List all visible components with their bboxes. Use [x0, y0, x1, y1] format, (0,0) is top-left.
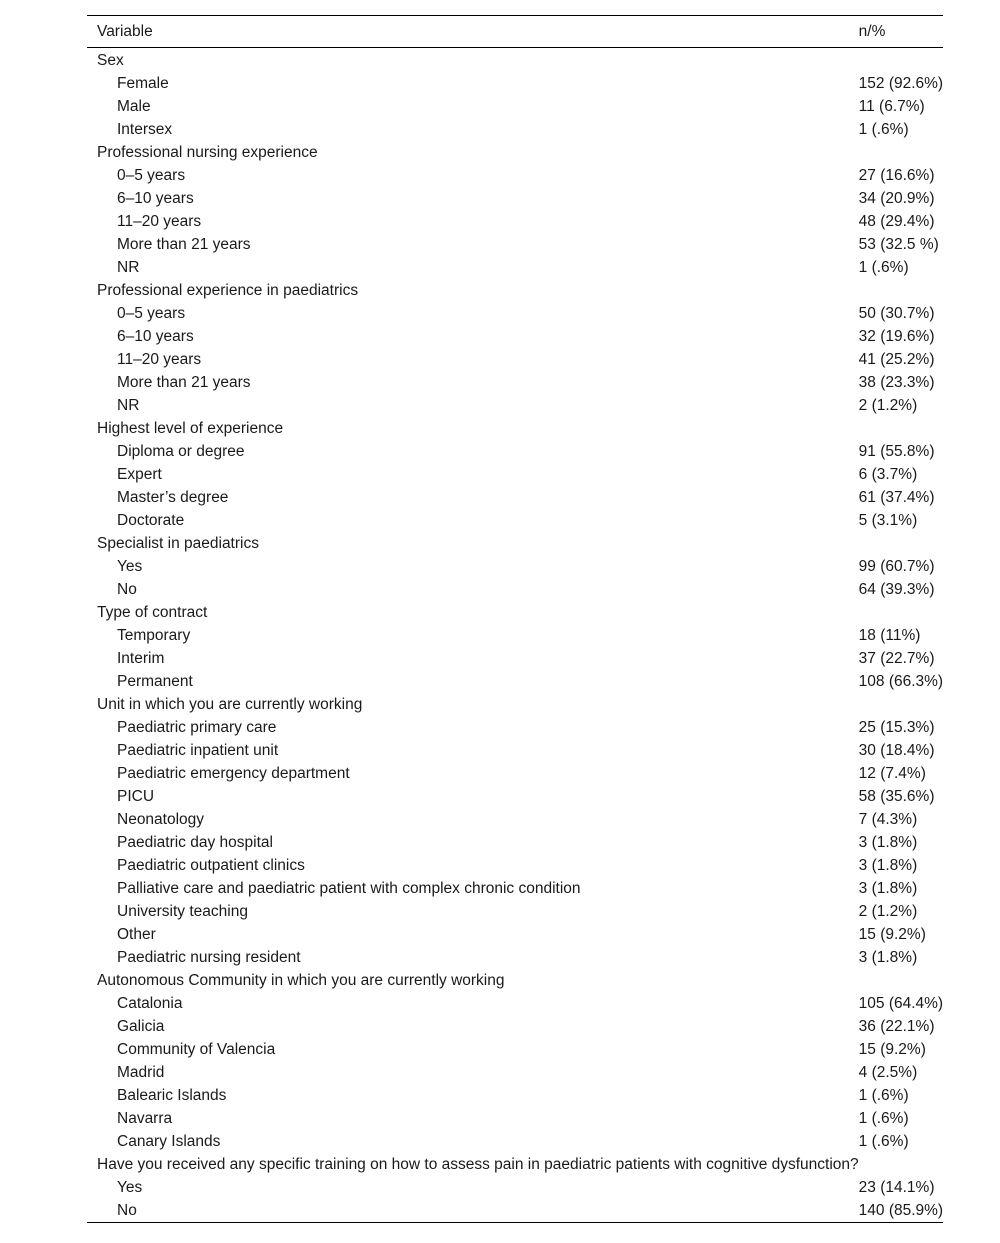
group-value-empty — [859, 279, 943, 302]
row-value: 99 (60.7%) — [858, 558, 935, 575]
row-value: 36 (22.1%) — [858, 1018, 935, 1035]
row-label: Palliative care and paediatric patient with complex chronic condition — [117, 880, 581, 897]
row-value: 61 (37.4%) — [858, 489, 935, 506]
table-row — [87, 394, 943, 417]
group-row — [87, 48, 943, 73]
row-value: 64 (39.3%) — [858, 581, 935, 598]
row-value: 3 (1.8%) — [858, 857, 918, 874]
row-value: 1 (.6%) — [858, 1087, 909, 1104]
table-row — [87, 1061, 943, 1084]
group-label: Professional experience in paediatrics — [97, 282, 359, 299]
row-value: 25 (15.3%) — [858, 719, 935, 736]
row-label: Madrid — [117, 1064, 165, 1081]
row-label: NR — [117, 259, 140, 276]
row-label: Permanent — [117, 673, 193, 690]
row-value: 4 (2.5%) — [858, 1064, 918, 1081]
row-value: 53 (32.5 %) — [858, 236, 939, 253]
row-label: Neonatology — [117, 811, 205, 828]
row-value: 30 (18.4%) — [858, 742, 935, 759]
table-row — [87, 509, 943, 532]
group-value-empty — [859, 532, 943, 555]
row-label: Intersex — [117, 121, 173, 138]
table-body — [87, 48, 943, 1223]
table-row — [87, 555, 943, 578]
group-label: Have you received any specific training on how to assess pain in paediatric patients with cognitive dysfunction? — [97, 1156, 859, 1173]
table-row — [87, 762, 943, 785]
group-value-empty — [859, 141, 943, 164]
row-label: 6–10 years — [117, 190, 194, 207]
table-row — [87, 808, 943, 831]
row-label: Balearic Islands — [117, 1087, 227, 1104]
table-row — [87, 1084, 943, 1107]
row-label: Interim — [117, 650, 165, 667]
table-row — [87, 440, 943, 463]
row-value: 15 (9.2%) — [858, 1041, 926, 1058]
row-value: 152 (92.6%) — [858, 75, 944, 92]
row-label: Doctorate — [117, 512, 185, 529]
row-label: 11–20 years — [117, 213, 202, 230]
header-value: n/% — [858, 23, 886, 40]
demographics-table-wrapper — [87, 15, 944, 1223]
table-header — [87, 16, 943, 48]
table-row — [87, 486, 943, 509]
row-label: Paediatric outpatient clinics — [117, 857, 305, 874]
row-label: Paediatric emergency department — [117, 765, 350, 782]
row-value: 32 (19.6%) — [858, 328, 935, 345]
row-label: No — [117, 581, 137, 598]
table-row — [87, 877, 943, 900]
row-label: Yes — [117, 558, 143, 575]
group-label: Sex — [97, 52, 124, 69]
row-label: 0–5 years — [117, 305, 186, 322]
row-label: No — [117, 1202, 137, 1219]
row-value: 7 (4.3%) — [858, 811, 918, 828]
row-value: 2 (1.2%) — [858, 903, 918, 920]
table-row — [87, 992, 943, 1015]
table-row — [87, 164, 943, 187]
row-value: 34 (20.9%) — [858, 190, 935, 207]
table-row — [87, 1130, 943, 1153]
row-label: More than 21 years — [117, 236, 251, 253]
row-value: 41 (25.2%) — [858, 351, 935, 368]
table-row — [87, 785, 943, 808]
group-value-empty — [859, 48, 943, 73]
row-label: Male — [117, 98, 151, 115]
table-row — [87, 578, 943, 601]
table-row — [87, 371, 943, 394]
row-label: Female — [117, 75, 169, 92]
row-value: 2 (1.2%) — [858, 397, 918, 414]
table-row — [87, 210, 943, 233]
row-value: 1 (.6%) — [858, 1110, 909, 1127]
table-row — [87, 187, 943, 210]
row-label: 11–20 years — [117, 351, 202, 368]
row-value: 3 (1.8%) — [858, 880, 918, 897]
group-label: Autonomous Community in which you are currently working — [97, 972, 505, 989]
table-row — [87, 923, 943, 946]
row-label: Paediatric day hospital — [117, 834, 273, 851]
row-value: 15 (9.2%) — [858, 926, 926, 943]
row-value: 91 (55.8%) — [858, 443, 935, 460]
row-value: 27 (16.6%) — [858, 167, 935, 184]
demographics-table — [87, 15, 943, 1223]
row-value: 37 (22.7%) — [858, 650, 935, 667]
row-value: 23 (14.1%) — [858, 1179, 935, 1196]
row-value: 108 (66.3%) — [858, 673, 944, 690]
group-value-empty — [859, 693, 943, 716]
group-label: Specialist in paediatrics — [97, 535, 259, 552]
group-row — [87, 693, 943, 716]
group-row — [87, 532, 943, 555]
header-row — [87, 16, 943, 48]
group-label: Highest level of experience — [97, 420, 284, 437]
group-value-empty — [859, 601, 943, 624]
row-value: 5 (3.1%) — [858, 512, 918, 529]
group-row — [87, 417, 943, 440]
row-label: Galicia — [117, 1018, 165, 1035]
row-label: Yes — [117, 1179, 143, 1196]
row-label: PICU — [117, 788, 155, 805]
table-row — [87, 118, 943, 141]
row-label: Diploma or degree — [117, 443, 245, 460]
table-row — [87, 716, 943, 739]
table-row — [87, 624, 943, 647]
table-row — [87, 739, 943, 762]
group-value-empty — [859, 417, 943, 440]
row-label: Master’s degree — [117, 489, 229, 506]
row-value: 50 (30.7%) — [858, 305, 935, 322]
row-label: NR — [117, 397, 140, 414]
table-row — [87, 302, 943, 325]
row-value: 38 (23.3%) — [858, 374, 935, 391]
group-row — [87, 601, 943, 624]
row-value: 18 (11%) — [858, 627, 921, 644]
row-label: 6–10 years — [117, 328, 194, 345]
row-value: 1 (.6%) — [858, 259, 909, 276]
table-row — [87, 72, 943, 95]
table-row — [87, 647, 943, 670]
row-label: Other — [117, 926, 156, 943]
row-value: 58 (35.6%) — [858, 788, 935, 805]
row-label: 0–5 years — [117, 167, 186, 184]
row-value: 1 (.6%) — [858, 1133, 909, 1150]
table-row — [87, 1199, 943, 1223]
row-label: Paediatric inpatient unit — [117, 742, 279, 759]
row-value: 11 (6.7%) — [858, 98, 925, 115]
group-row — [87, 141, 943, 164]
table-row — [87, 1107, 943, 1130]
row-label: Navarra — [117, 1110, 173, 1127]
table-row — [87, 854, 943, 877]
group-label: Type of contract — [97, 604, 208, 621]
table-row — [87, 1176, 943, 1199]
table-row — [87, 1015, 943, 1038]
table-row — [87, 1038, 943, 1061]
table-row — [87, 463, 943, 486]
group-row — [87, 969, 943, 992]
table-row — [87, 325, 943, 348]
group-row — [87, 279, 943, 302]
row-value: 3 (1.8%) — [858, 834, 918, 851]
row-value: 3 (1.8%) — [858, 949, 918, 966]
group-value-empty — [859, 1153, 943, 1176]
row-value: 105 (64.4%) — [858, 995, 944, 1012]
table-row — [87, 831, 943, 854]
table-row — [87, 233, 943, 256]
header-variable: Variable — [97, 23, 153, 40]
table-row — [87, 348, 943, 371]
row-value: 12 (7.4%) — [858, 765, 926, 782]
row-value: 6 (3.7%) — [858, 466, 918, 483]
row-label: More than 21 years — [117, 374, 251, 391]
group-label: Professional nursing experience — [97, 144, 318, 161]
row-label: University teaching — [117, 903, 248, 920]
group-label: Unit in which you are currently working — [97, 696, 363, 713]
row-label: Catalonia — [117, 995, 183, 1012]
table-row — [87, 900, 943, 923]
table-row — [87, 946, 943, 969]
table-row — [87, 670, 943, 693]
row-value: 1 (.6%) — [858, 121, 909, 138]
row-label: Paediatric nursing resident — [117, 949, 301, 966]
row-label: Community of Valencia — [117, 1041, 276, 1058]
row-label: Paediatric primary care — [117, 719, 277, 736]
group-row — [87, 1153, 943, 1176]
row-label: Temporary — [117, 627, 191, 644]
row-value: 140 (85.9%) — [858, 1202, 944, 1219]
row-value: 48 (29.4%) — [858, 213, 935, 230]
group-value-empty — [859, 969, 943, 992]
table-row — [87, 95, 943, 118]
row-label: Canary Islands — [117, 1133, 221, 1150]
row-label: Expert — [117, 466, 162, 483]
table-row — [87, 256, 943, 279]
